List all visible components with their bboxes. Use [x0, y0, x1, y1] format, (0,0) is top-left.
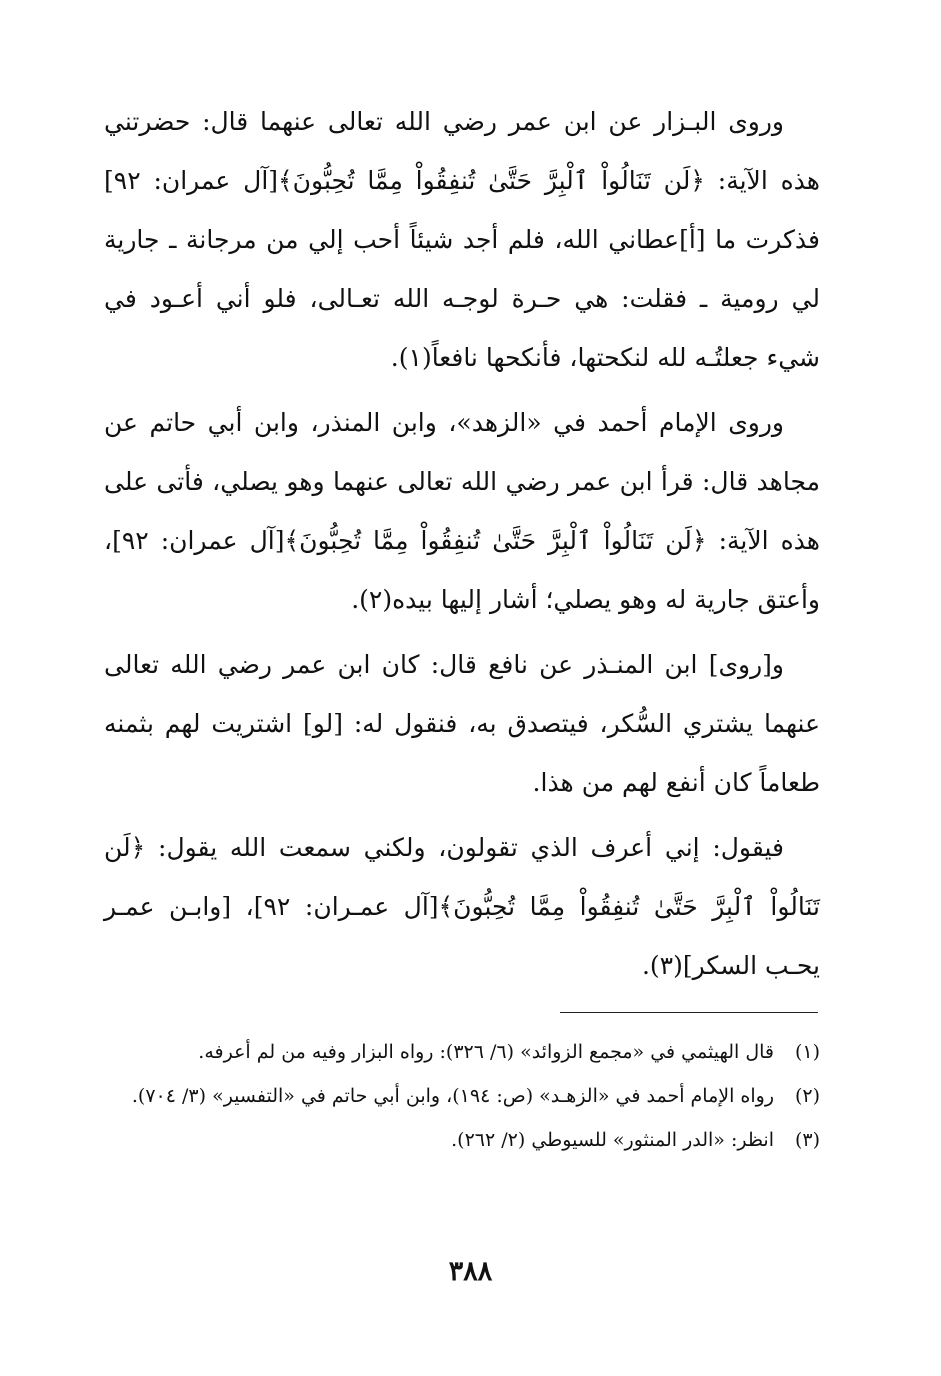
footnote-2: [104, 1074, 820, 1118]
main-text: [104, 92, 820, 1001]
footnote-1: [104, 1030, 820, 1074]
footnote-3: [104, 1118, 820, 1162]
paragraph-1: وروى البـزار عن ابن عمر رضي الله تعالى عنهما قال: حضرتني هذه الآية: ﴿لَن تَنَالُواْ ٱلْبِرَّ حَتَّىٰ تُنفِقُواْ مِمَّا تُحِبُّونَ﴾[آل عمران: ٩٢] فذكرت ما [أ]عطاني الله، فلم أجد شيئاً أحب إلي من مرجانة ـ جارية لي رومية ـ فقلت: هي حـرة لوجـه الله تعـالى، فلو أني أعـود في شيء جعلتُـه لله لنكحتها، فأنكحها نافعاً(١).: [104, 107, 820, 372]
footnotes: [104, 1030, 820, 1162]
footnote-number: (٢): [794, 1085, 820, 1107]
footnote-number: (٣): [794, 1129, 820, 1151]
footnote-text: انظر: «الدر المنثور» للسيوطي (٢/ ٢٦٢).: [451, 1129, 774, 1151]
footnote-separator: [560, 1012, 818, 1013]
paragraph-2: وروى الإمام أحمد في «الزهد»، وابن المنذر، وابن أبي حاتم عن مجاهد قال: قرأ ابن عمر رضي الله تعالى عنهما وهو يصلي، فأتى على هذه الآية: ﴿لَن تَنَالُواْ ٱلْبِرَّ حَتَّىٰ تُنفِقُواْ مِمَّا تُحِبُّونَ﴾[آل عمران: ٩٢]، وأعتق جارية له وهو يصلي؛ أشار إليها بيده(٢).: [104, 408, 820, 614]
footnote-text: قال الهيثمي في «مجمع الزوائد» (٦/ ٣٢٦): رواه البزار وفيه من لم أعرفه.: [198, 1041, 774, 1063]
footnote-text: رواه الإمام أحمد في «الزهـد» (ص: ١٩٤)، وابن أبي حاتم في «التفسير» (٣/ ٧٠٤).: [131, 1085, 774, 1107]
paragraph-3: و[روى] ابن المنـذر عن نافع قال: كان ابن عمر رضي الله تعالى عنهما يشتري السُّكر، فيتصدق به، فنقول له: [لو] اشتريت لهم بثمنه طعاماً كان أنفع لهم من هذا.: [104, 650, 820, 797]
page-number: ٣٨٨: [448, 1256, 493, 1287]
footnote-number: (١): [794, 1041, 820, 1063]
paragraph-4: فيقول: إني أعرف الذي تقولون، ولكني سمعت الله يقول: ﴿لَن تَنَالُواْ ٱلْبِرَّ حَتَّىٰ تُنفِقُواْ مِمَّا تُحِبُّونَ﴾[آل عمـران: ٩٢]، [وابـن عمـر يحـب السكر](٣).: [104, 833, 820, 980]
